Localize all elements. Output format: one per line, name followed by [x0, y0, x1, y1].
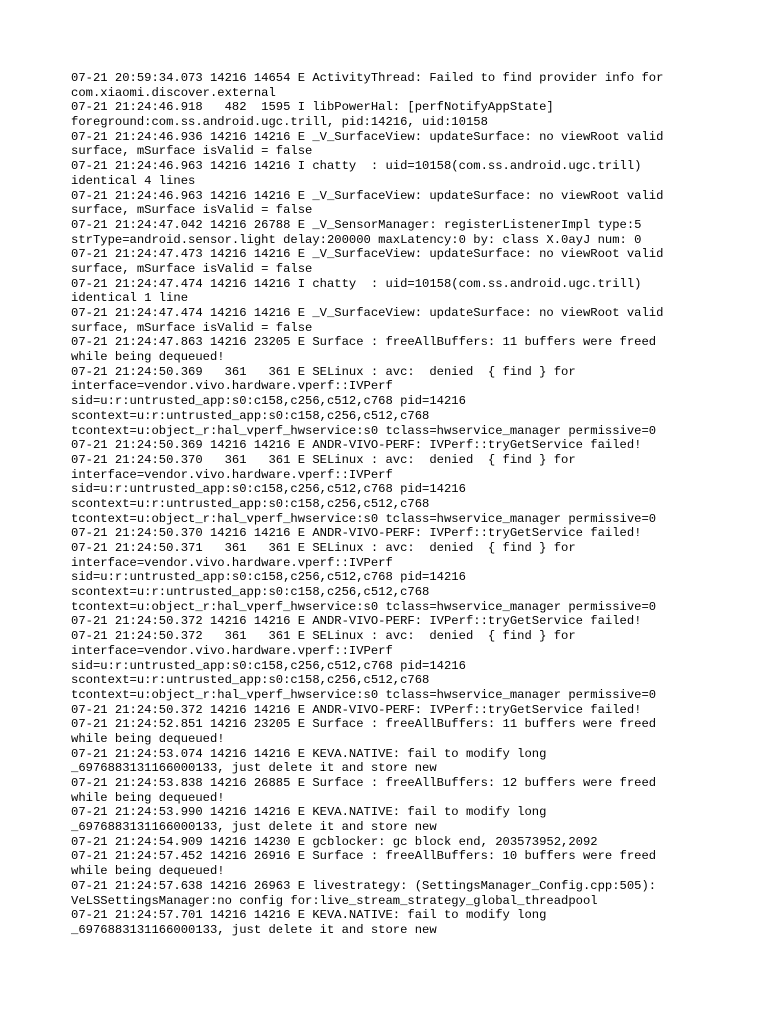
log-line: 07-21 21:24:53.990 14216 14216 E KEVA.NATIVE: fail to modify long: [71, 805, 547, 820]
log-line: 07-21 21:24:52.851 14216 23205 E Surface : freeAllBuffers: 11 buffers were freed: [71, 717, 657, 732]
log-line: scontext=u:r:untrusted_app:s0:c158,c256,c512,c768: [71, 408, 430, 423]
log-line: tcontext=u:object_r:hal_vperf_hwservice:s0 tclass=hwservice_manager permissive=0: [71, 511, 657, 526]
log-line: tcontext=u:object_r:hal_vperf_hwservice:s0 tclass=hwservice_manager permissive=0: [71, 599, 657, 614]
log-line: 07-21 21:24:50.369 361 361 E SELinux : avc: denied { find } for: [71, 364, 576, 379]
log-line: 07-21 21:24:47.474 14216 14216 E _V_SurfaceView: updateSurface: no viewRoot valid: [71, 306, 664, 320]
log-line: interface=vendor.vivo.hardware.vperf::IVPerf: [71, 643, 393, 658]
log-line: 07-21 21:24:50.372 361 361 E SELinux : avc: denied { find } for: [71, 629, 576, 644]
log-line: 07-21 21:24:53.074 14216 14216 E KEVA.NATIVE: fail to modify long: [71, 746, 547, 761]
log-line: 07-21 21:24:50.370 361 361 E SELinux : avc: denied { find } for: [71, 452, 576, 467]
log-line: interface=vendor.vivo.hardware.vperf::IVPerf: [71, 379, 393, 394]
log-line: 07-21 21:24:46.918 482 1595 I libPowerHal: [perfNotifyAppState]: [71, 100, 554, 115]
log-line: strType=android.sensor.light delay:200000 maxLatency:0 by: class X.0ayJ num: 0: [71, 232, 642, 247]
log-line: scontext=u:r:untrusted_app:s0:c158,c256,c512,c768: [71, 496, 430, 511]
log-line: surface, mSurface isValid = false: [71, 203, 313, 218]
log-line: 07-21 21:24:50.372 14216 14216 E ANDR-VIVO-PERF: IVPerf::tryGetService failed!: [71, 702, 642, 717]
log-document: [71, 71, 751, 938]
log-line: identical 1 line: [71, 291, 189, 306]
log-line: 07-21 21:24:46.936 14216 14216 E _V_SurfaceView: updateSurface: no viewRoot valid: [71, 129, 664, 144]
log-line: 07-21 21:24:50.370 14216 14216 E ANDR-VIVO-PERF: IVPerf::tryGetService failed!: [71, 526, 642, 541]
log-line: 07-21 21:24:47.042 14216 26788 E _V_SensorManager: registerListenerImpl type:5: [71, 217, 642, 232]
log-line: VeLSSettingsManager:no config for:live_stream_strategy_global_threadpool: [71, 893, 598, 908]
log-line: while being dequeued!: [71, 350, 225, 365]
log-line: tcontext=u:object_r:hal_vperf_hwservice:s0 tclass=hwservice_manager permissive=0: [71, 423, 657, 438]
log-line: _6976883131166000133, just delete it and store new: [71, 820, 437, 835]
log-line: while being dequeued!: [71, 864, 225, 879]
log-line: surface, mSurface isValid = false: [71, 261, 313, 276]
log-line: 07-21 21:24:57.701 14216 14216 E KEVA.NATIVE: fail to modify long: [71, 908, 547, 923]
log-line: _6976883131166000133, just delete it and store new: [71, 761, 437, 776]
log-line: sid=u:r:untrusted_app:s0:c158,c256,c512,c768 pid=14216: [71, 394, 466, 409]
log-line: 07-21 20:59:34.073 14216 14654 E ActivityThread: Failed to find provider info for: [71, 71, 664, 85]
log-line: 07-21 21:24:47.473 14216 14216 E _V_SurfaceView: updateSurface: no viewRoot valid: [71, 247, 664, 262]
log-line: _6976883131166000133, just delete it and store new: [71, 922, 437, 937]
log-line: surface, mSurface isValid = false: [71, 320, 313, 335]
log-line: foreground:com.ss.android.ugc.trill, pid:14216, uid:10158: [71, 115, 488, 130]
log-line: 07-21 21:24:50.371 361 361 E SELinux : avc: denied { find } for: [71, 541, 576, 555]
log-line: 07-21 21:24:50.372 14216 14216 E ANDR-VIVO-PERF: IVPerf::tryGetService failed!: [71, 614, 642, 629]
log-line: 07-21 21:24:54.909 14216 14230 E gcblocker: gc block end, 203573952,2092: [71, 834, 598, 849]
log-line: 07-21 21:24:46.963 14216 14216 I chatty : uid=10158(com.ss.android.ugc.trill): [71, 159, 642, 174]
log-line: sid=u:r:untrusted_app:s0:c158,c256,c512,c768 pid=14216: [71, 658, 466, 673]
log-line: interface=vendor.vivo.hardware.vperf::IVPerf: [71, 467, 393, 482]
log-line: 07-21 21:24:57.638 14216 26963 E livestrategy: (SettingsManager_Config.cpp:505):: [71, 878, 657, 893]
log-line: scontext=u:r:untrusted_app:s0:c158,c256,c512,c768: [71, 585, 430, 600]
log-body: [71, 71, 751, 938]
log-line: 07-21 21:24:57.452 14216 26916 E Surface : freeAllBuffers: 10 buffers were freed: [71, 849, 657, 864]
log-line: while being dequeued!: [71, 790, 225, 805]
log-line: 07-21 21:24:47.863 14216 23205 E Surface : freeAllBuffers: 11 buffers were freed: [71, 335, 657, 350]
log-line: 07-21 21:24:46.963 14216 14216 E _V_SurfaceView: updateSurface: no viewRoot valid: [71, 188, 664, 203]
log-line: sid=u:r:untrusted_app:s0:c158,c256,c512,c768 pid=14216: [71, 570, 466, 585]
log-line: tcontext=u:object_r:hal_vperf_hwservice:s0 tclass=hwservice_manager permissive=0: [71, 687, 657, 702]
log-line: while being dequeued!: [71, 731, 225, 746]
log-line: interface=vendor.vivo.hardware.vperf::IVPerf: [71, 555, 393, 570]
log-line: scontext=u:r:untrusted_app:s0:c158,c256,c512,c768: [71, 673, 430, 688]
log-line: identical 4 lines: [71, 173, 196, 188]
log-line: 07-21 21:24:47.474 14216 14216 I chatty : uid=10158(com.ss.android.ugc.trill): [71, 276, 642, 291]
log-line: com.xiaomi.discover.external: [71, 85, 276, 100]
log-line: 07-21 21:24:53.838 14216 26885 E Surface : freeAllBuffers: 12 buffers were freed: [71, 776, 657, 790]
log-line: 07-21 21:24:50.369 14216 14216 E ANDR-VIVO-PERF: IVPerf::tryGetService failed!: [71, 438, 642, 453]
log-line: sid=u:r:untrusted_app:s0:c158,c256,c512,c768 pid=14216: [71, 482, 466, 497]
log-line: surface, mSurface isValid = false: [71, 144, 313, 159]
